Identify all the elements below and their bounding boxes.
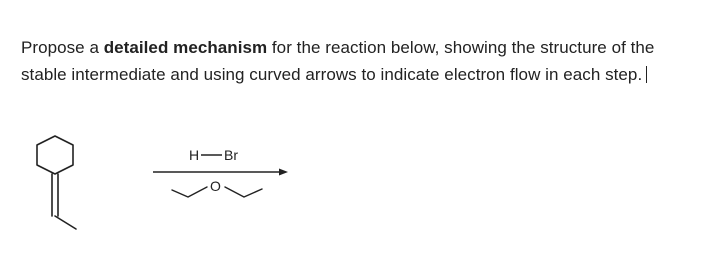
question-emphasis: detailed mechanism [103, 38, 268, 57]
diethyl-ether-structure-icon [172, 178, 262, 197]
hbr-reagent [189, 147, 238, 163]
reaction-arrow-icon [153, 169, 288, 176]
question-part2: for the reaction below, showing the structure of the stable intermediate and using curved arrows to indicate electron flow in each step. [21, 38, 655, 84]
reagent-h-label: H [189, 147, 200, 163]
ethylidenecyclohexane-structure-icon [37, 136, 76, 229]
question-part1: Propose a [21, 38, 104, 57]
reagent-br-label: Br [224, 147, 238, 163]
ether-oxygen-label: O [210, 178, 221, 194]
